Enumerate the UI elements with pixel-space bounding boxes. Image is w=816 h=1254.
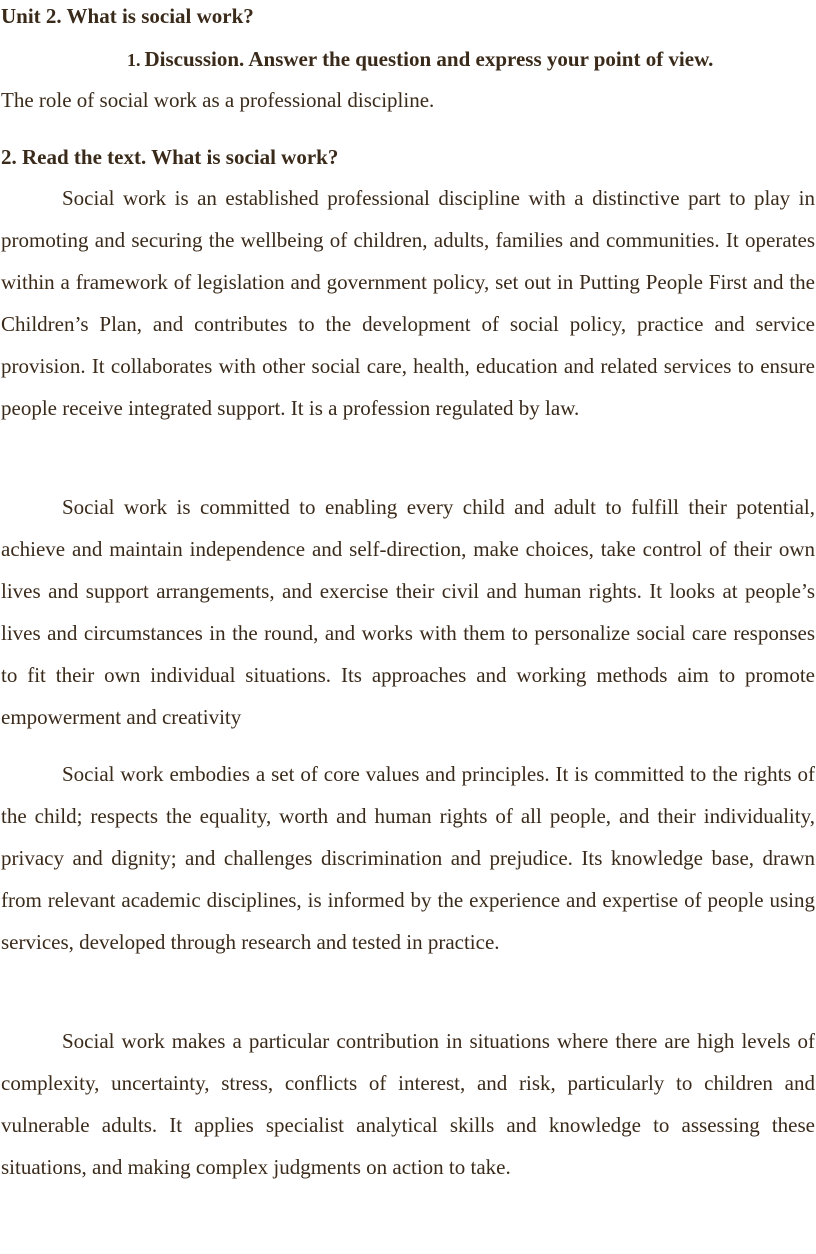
unit-title: Unit 2. What is social work? (1, 4, 254, 28)
task-1-topic: The role of social work as a professional discipline. (1, 88, 435, 112)
task-1-heading (127, 47, 713, 72)
task-2-heading: 2. Read the text. What is social work? (1, 145, 339, 169)
paragraph-2: Social work is committed to enabling every child and adult to fulfill their potential, achieve and maintain independence and self-direction, make choices, take control of their own lives and support arrangements, and exercise their civil and human rights. It looks at people’s lives and circumstances in the round, and works with them to personalize social care responses to fit their own individual situations. Its approaches and working methods aim to promote empowerment and creativity (1, 495, 815, 729)
paragraph-3: Social work embodies a set of core values and principles. It is committed to the rights of the child; respects the equality, worth and human rights of all people, and their individuality, privacy and dignity; and challenges discrimination and prejudice. Its knowledge base, drawn from relevant academic disciplines, is informed by the experience and expertise of people using services, developed through research and tested in practice. (1, 762, 815, 954)
paragraph-1: Social work is an established professional discipline with a distinctive part to play in promoting and securing the wellbeing of children, adults, families and communities. It operates within a framework of legislation and government policy, set out in Putting People First and the Children’s Plan, and contributes to the development of social policy, practice and service provision. It collaborates with other social care, health, education and related services to ensure people receive integrated support. It is a profession regulated by law. (1, 186, 815, 420)
task-1-number: 1. (127, 50, 141, 70)
task-1-instruction: Discussion. Answer the question and express your point of view. (144, 47, 714, 71)
paragraph-4: Social work makes a particular contribution in situations where there are high levels of complexity, uncertainty, stress, conflicts of interest, and risk, particularly to children and vulnerable adults. It applies specialist analytical skills and knowledge to assessing these situations, and making complex judgments on action to take. (1, 1029, 815, 1179)
